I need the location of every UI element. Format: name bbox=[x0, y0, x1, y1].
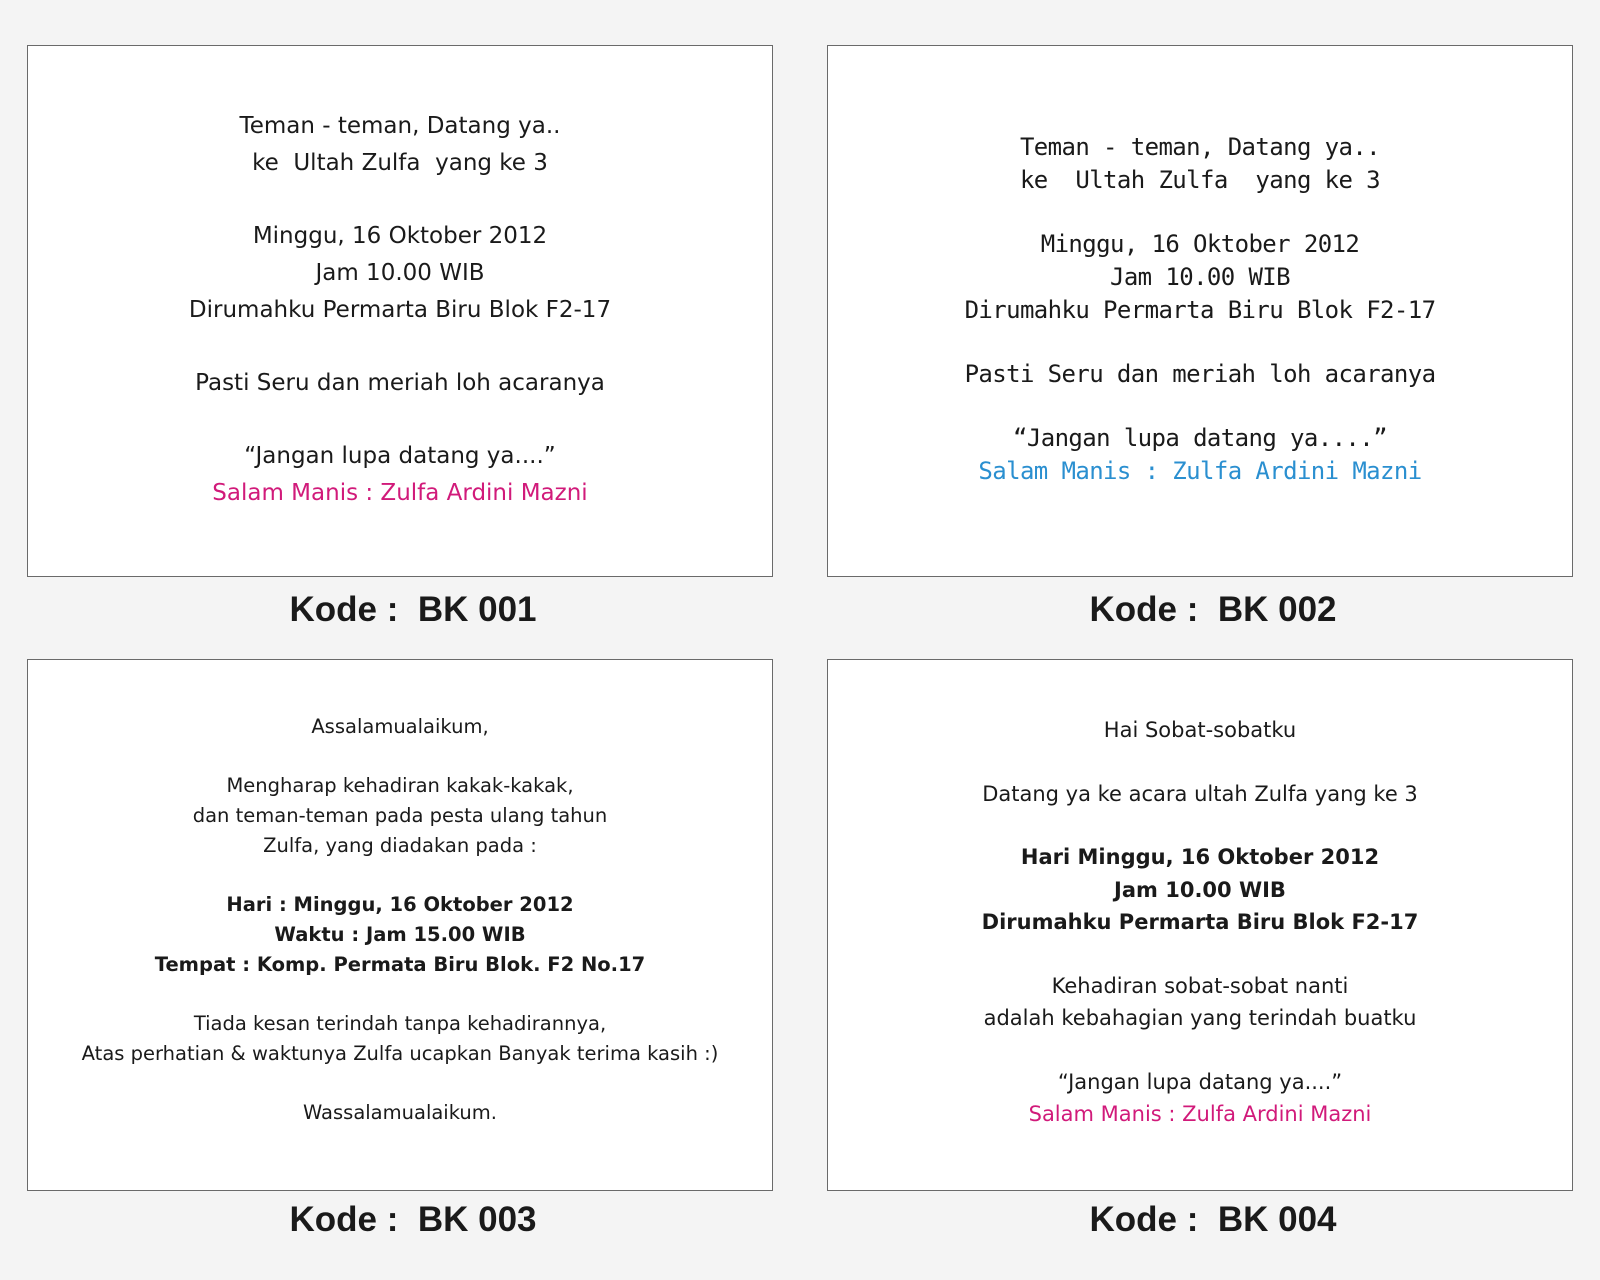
message-line: adalah kebahagian yang terindah buatku bbox=[983, 1006, 1417, 1030]
invitation-card-bk002 bbox=[827, 45, 1573, 577]
quote-line: “Jangan lupa datang ya....” bbox=[244, 443, 556, 469]
greeting-line: Hai Sobat-sobatku bbox=[1103, 718, 1297, 742]
code-label-bk004: Kode : BK 004 bbox=[1089, 1200, 1337, 1239]
thanks-line: Atas perhatian & waktunya Zulfa ucapkan Banyak terima kasih :) bbox=[81, 1042, 719, 1065]
card-text bbox=[28, 712, 772, 1128]
day-line: Hari : Minggu, 16 Oktober 2012 bbox=[226, 893, 574, 916]
invitation-card-bk004 bbox=[827, 659, 1573, 1191]
place-line: Dirumahku Permarta Biru Blok F2-17 bbox=[188, 297, 612, 323]
invite-line: Zulfa, yang diadakan pada : bbox=[263, 834, 537, 857]
date-line: Hari Minggu, 16 Oktober 2012 bbox=[1020, 845, 1380, 869]
fun-line: Pasti Seru dan meriah loh acaranya bbox=[195, 370, 605, 396]
farewell-line: Wassalamualaikum. bbox=[303, 1101, 497, 1124]
greeting-line: Teman - teman, Datang ya.. bbox=[1019, 133, 1381, 161]
signature-line: Salam Manis : Zulfa Ardini Mazni bbox=[1028, 1102, 1372, 1126]
invitation-card-bk001 bbox=[27, 45, 773, 577]
quote-line: “Jangan lupa datang ya....” bbox=[1013, 424, 1387, 452]
message-line: Kehadiran sobat-sobat nanti bbox=[1051, 973, 1349, 998]
place-line: Dirumahku Permarta Biru Blok F2-17 bbox=[981, 910, 1419, 934]
code-label-bk001: Kode : BK 001 bbox=[289, 590, 537, 629]
card-text bbox=[828, 131, 1572, 488]
birthday-line: ke Ultah Zulfa yang ke 3 bbox=[1019, 166, 1381, 194]
invite-line: dan teman-teman pada pesta ulang tahun bbox=[192, 804, 608, 827]
birthday-line: ke Ultah Zulfa yang ke 3 bbox=[252, 150, 548, 176]
date-line: Minggu, 16 Oktober 2012 bbox=[1040, 230, 1360, 258]
code-label-bk002: Kode : BK 002 bbox=[1089, 590, 1337, 629]
date-line: Minggu, 16 Oktober 2012 bbox=[252, 223, 548, 249]
code-label-bk003: Kode : BK 003 bbox=[289, 1200, 537, 1239]
invite-line: Datang ya ke acara ultah Zulfa yang ke 3 bbox=[982, 781, 1418, 806]
time-line: Jam 10.00 WIB bbox=[315, 260, 485, 286]
quote-line: “Jangan lupa datang ya....” bbox=[1057, 1069, 1343, 1094]
closing-line: Tiada kesan terindah tanpa kehadirannya, bbox=[193, 1012, 607, 1035]
signature-line: Salam Manis : Zulfa Ardini Mazni bbox=[978, 457, 1422, 485]
place-line: Dirumahku Permarta Biru Blok F2-17 bbox=[964, 296, 1436, 324]
card-text bbox=[828, 714, 1572, 1131]
salutation-line: Assalamualaikum, bbox=[311, 715, 489, 738]
card-text bbox=[28, 108, 772, 512]
invitation-card-bk003 bbox=[27, 659, 773, 1191]
fun-line: Pasti Seru dan meriah loh acaranya bbox=[964, 360, 1436, 388]
time-line: Jam 10.00 WIB bbox=[1114, 877, 1286, 902]
greeting-line: Teman - teman, Datang ya.. bbox=[239, 113, 561, 139]
place-line: Tempat : Komp. Permata Biru Blok. F2 No.17 bbox=[154, 953, 646, 976]
signature-line: Salam Manis : Zulfa Ardini Mazni bbox=[212, 480, 588, 506]
time-line: Jam 10.00 WIB bbox=[1109, 263, 1291, 291]
invite-line: Mengharap kehadiran kakak-kakak, bbox=[226, 774, 574, 797]
time-line: Waktu : Jam 15.00 WIB bbox=[274, 923, 526, 946]
